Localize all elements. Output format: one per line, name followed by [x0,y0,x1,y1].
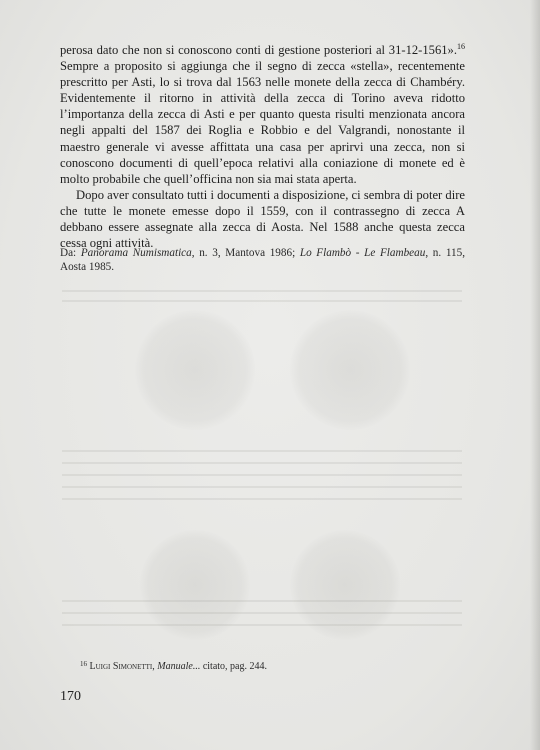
footnote-reference: 16 [457,42,465,51]
footnote [80,658,460,673]
show-through-line [62,462,462,464]
show-through-line [62,290,462,292]
show-through-coin [290,310,410,430]
footnote-separator: , [152,661,158,672]
show-through-line [62,624,462,626]
body-text [60,42,465,251]
show-through-coin [135,310,255,430]
show-through-line [62,450,462,452]
source-publication-2: Lo Flambò - Le Flambeau [299,247,426,259]
footnote-rest: citato, pag. 244. [200,661,267,672]
footnote-title: Manuale... [157,661,201,672]
paragraph-1-rest: Sempre a proposito si aggiunga che il segno di zecca «stella», recentemente prescritto per Asti, lo si trova dal 1563 nelle monete della zecca di Chambéry. Evidentemente il ritorno in attività della zecca di Torino aveva ridotto l’importanza della zecca di Asti e per quanto questa risulti menzionata ancora negli appalti del 1587 dei Roglia e Robbio e del Valgrandi, nonostante il maestro generale vi avesse affittata una casa per aprirvi una zecca, non si conoscono documenti di quell’epoca relativi alla coniazione di monete ed è molto probabile che quell’officina non sia mai stata aperta. [60,59,465,186]
show-through-line [62,486,462,488]
show-through-line [62,612,462,614]
page-edge-shadow [530,0,540,750]
show-through-line [62,300,462,302]
source-publication-1: Panorama Numismatica [80,247,192,259]
source-publication-1-details: , n. 3, Mantova 1986; [191,247,300,259]
show-through-line [62,474,462,476]
footnote-number: 16 [80,660,87,668]
paragraph-2: Dopo aver consultato tutti i documenti a disposizione, ci sembra di poter dire che tutte le monete emesse dopo il 1559, con il contrassegno di zecca A debbano essere assegnate alla zecca di Aosta. Nel 1588 anche questa zecca cessa ogni attività. [60,187,465,251]
show-through-line [62,498,462,500]
source-citation [60,246,465,274]
show-through-line [62,600,462,602]
footnote-author: Luigi Simonetti [89,661,153,672]
page-number: 170 [60,689,81,704]
source-publication-2-details: , n. 115, Aosta 1985. [60,247,465,273]
paragraph-1 [60,42,465,187]
paragraph-1-lead: perosa dato che non si conoscono conti di gestione posteriori al 31-12-1561». [60,43,457,57]
source-prefix: Da: [60,247,81,259]
